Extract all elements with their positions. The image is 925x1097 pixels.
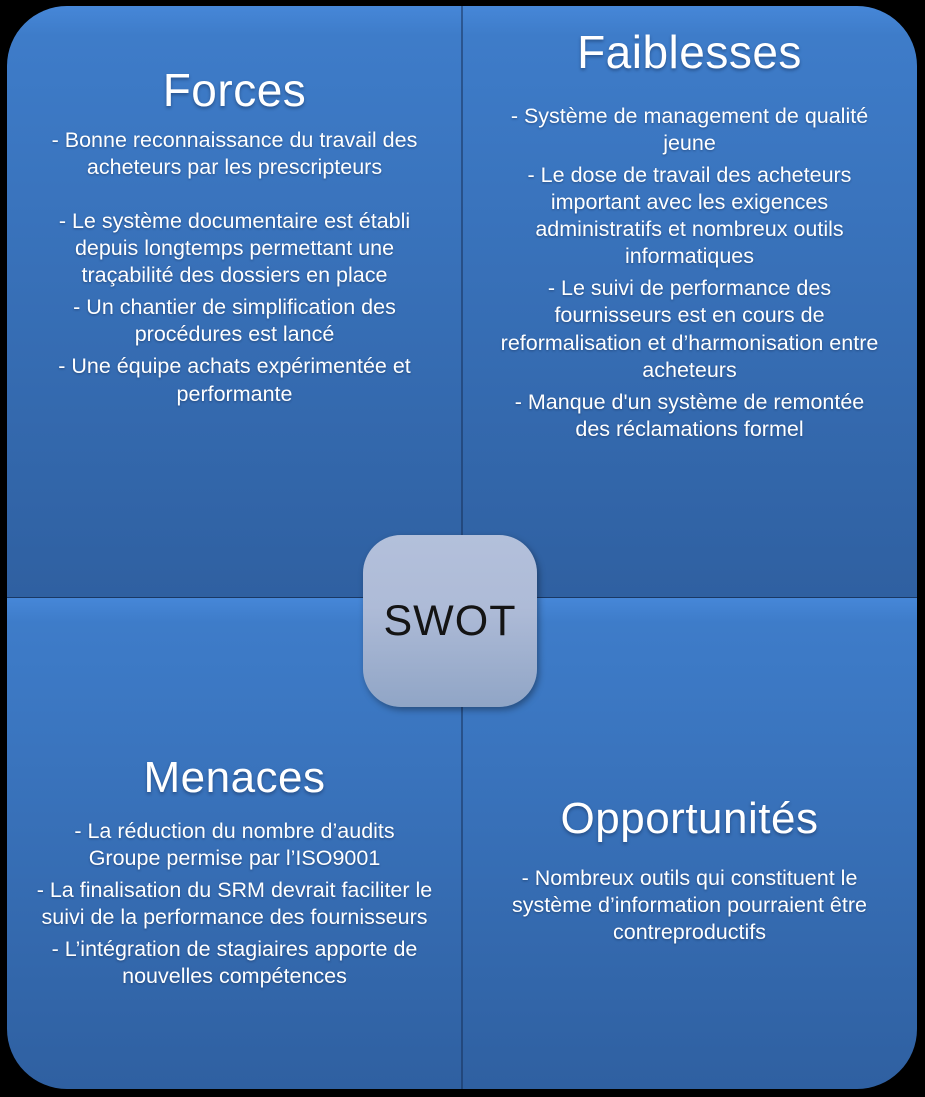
forces-item: - Bonne reconnaissance du travail des acheteurs par les prescripteurs	[51, 127, 418, 179]
faiblesses-item: - Système de management de qualité jeune	[510, 103, 869, 155]
swot-center-badge	[363, 535, 537, 707]
forces-item: - Un chantier de simplification des procédures est lancé	[73, 295, 396, 347]
menaces-item: - La réduction du nombre d’audits Groupe permise par l’ISO9001	[74, 818, 395, 870]
quadrant-faiblesses	[462, 6, 917, 598]
opportunites-item: - Nombreux outils qui constituent le système d’information pourraient être contreproductifs	[512, 865, 867, 944]
forces-item: - Le système documentaire est établi depuis longtemps permettant une traçabilité des dossiers en place	[58, 209, 411, 288]
forces-item: - Une équipe achats expérimentée et performante	[58, 354, 411, 406]
opportunites-title: Opportunités	[560, 794, 819, 843]
menaces-title: Menaces	[143, 753, 326, 802]
faiblesses-item: - Manque d'un système de remontée des réclamations formel	[514, 389, 865, 441]
forces-title: Forces	[162, 64, 307, 116]
menaces-item: - La finalisation du SRM devrait faciliter le suivi de la performance des fournisseurs	[36, 877, 433, 929]
quadrant-forces	[7, 6, 462, 598]
faiblesses-item: - Le suivi de performance des fournisseurs est en cours de reformalisation et d’harmonisation entre acheteurs	[500, 276, 879, 382]
menaces-item: - L’intégration de stagiaires apporte de nouvelles compétences	[51, 936, 418, 988]
swot-label: SWOT	[383, 596, 517, 645]
faiblesses-title: Faiblesses	[577, 26, 802, 78]
faiblesses-item: - Le dose de travail des acheteurs important avec les exigences administratifs et nombreux outils informatiques	[527, 163, 852, 269]
